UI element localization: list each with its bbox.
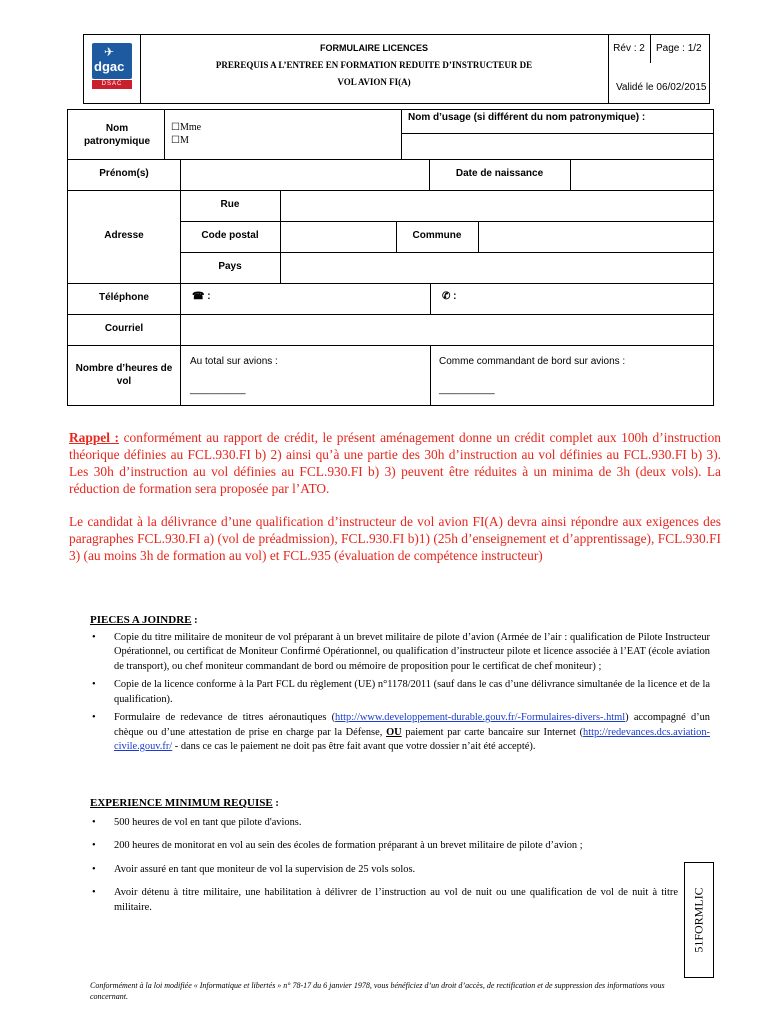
total-avions-blank[interactable]: __________ [190,384,246,395]
nom-usage-label: Nom d’usage (si différent du nom patronymique) : [408,112,646,123]
side-code: 51FORMLIC [691,887,706,953]
plane-icon: ✈ [104,45,115,59]
rappel-paragraph [69,429,721,497]
commandant-label: Comme commandant de bord sur avions : [439,356,626,367]
courriel-label: Courriel [104,323,144,334]
experience-section: EXPERIENCE MINIMUM REQUISE : • 500 heures de vol en tant que pilote d'avions. • 200 heures de monitorat en vol au sein des écoles de formation préparant à un brevet militaire de pilote d’avion ; • Avoir assuré en tant que moniteur de vol la supervision de 25 vols solos. • Avoir détenu à titre militaire, une habilitation à délivrer de l’instruction au vol de nuit ou une qualification de vol de nuit à titre militaire. [90,796,678,915]
logo-subtext: DSAC [92,80,132,89]
validation-date: Validé le 06/02/2015 [616,82,707,93]
landline-field: ☎ : [192,291,211,302]
title-line3: VOL AVION FI(A) [337,77,411,87]
mobile-field: ✆ : [442,291,457,302]
identity-form [67,109,714,406]
telephone-label: Téléphone [98,292,149,303]
commandant-blank[interactable]: __________ [439,384,495,395]
heures-label: Nombre d’heures de vol [75,363,173,387]
adresse-label: Adresse [104,230,144,241]
commune-label: Commune [412,230,462,241]
experience-item: • 200 heures de monitorat en vol au sein des écoles de formation préparant à un brevet militaire de pilote d’avion ; [90,839,678,854]
pieces-section: PIECES A JOINDRE : • Copie du titre militaire de moniteur de vol préparant à un brevet militaire de pilote d’avion (Armée de l’air : qualification de Pilote Instructeur Opérationnel, ou certificat de Moniteur Confirmé Opérationnel, ou qualification d’instructeur pilote et licence associée à l’EAT (école aviation de transport), ou chef moniteur commandant de bord ou mémoire de proposition pour le certificat de chef moniteur) ; • Copie de la licence conforme à la Part FCL du règlement (UE) n°1178/2011 (sauf dans le cas d’une délivrance simultanée de la licence et de la qualification). • Formulaire de redevance de titres aéronautiques (http://www.developpement-durable.gouv.fr/-Formulaires-divers-.html) accompagné d’un chèque ou d’une attestation de prise en charge par la Défense, OU paiement par carte bancaire sur Internet (http://redevances.dcs.aviation-civile.gouv.fr/ - dans ce cas le paiement ne doit pas être fait avant que votre dossier n’ait été accepté). [90,613,710,755]
code-postal-label: Code postal [201,230,259,241]
experience-item: • Avoir assuré en tant que moniteur de vol la supervision de 25 vols solos. [90,863,678,878]
redevances-link[interactable]: http://redevances.dcs.aviation-civile.gouv.fr/ [114,726,710,752]
dgac-logo [92,43,132,79]
m-checkbox[interactable]: ☐ [171,135,180,146]
page-number: Page : 1/2 [656,43,702,54]
mme-checkbox[interactable]: ☐ [171,122,180,133]
form-header [83,34,710,104]
experience-item: • Avoir détenu à titre militaire, une habilitation à délivrer de l’instruction au vol de nuit ou une qualification de vol de nuit à titre militaire. [90,886,678,915]
title-cell [140,35,609,103]
phone-icon: ☎ [192,291,205,302]
m-label: M [179,135,189,146]
formulaire-link[interactable]: http://www.developpement-durable.gouv.fr/-Formulaires-divers-.html [335,712,626,723]
prenom-label: Prénom(s) [99,168,149,179]
title-line2: PREREQUIS A L’ENTREE EN FORMATION REDUITE D’INSTRUCTEUR DE [215,60,533,70]
pieces-item: • Copie du titre militaire de moniteur de vol préparant à un brevet militaire de pilote d’avion (Armée de l’air : qualification de Pilote Instructeur Opérationnel, ou certificat de Moniteur Confirmé Opérationnel, ou qualification d’instructeur pilote et licence associée à l’EAT (école aviation de transport), ou chef moniteur commandant de bord ou mémoire de proposition pour le certificat de chef moniteur) ; [90,631,710,675]
rappel-title: Rappel : [69,430,119,445]
candidat-paragraph: Le candidat à la délivrance d’une qualification d’instructeur de vol avion FI(A) devra ainsi répondre aux exigences des paragraphes FCL.930.FI a) (vol de préadmission), FCL.930.FI b)1) (25h d’enseignement et d’apprentissage), FCL.930.FI 3) (au moins 3h de formation au vol) et FCL.935 (évaluation de compétence instructeur) [69,514,721,563]
logo-text: dgac [94,59,125,74]
nom-label: Nom patronymique [83,123,151,147]
experience-title: EXPERIENCE MINIMUM REQUISE [90,797,273,809]
civility-mme[interactable] [171,122,201,133]
rappel-text: conformément au rapport de crédit, le présent aménagement donne un crédit complet aux 100h d’instruction théorique définies au FCL.930.FI b) 2) ainsi qu’à une partie des 30h d’instruction au vol définies au FCL.930.FI b) 3). Les 30h d’instruction au vol définies au FCL.930.FI b) 3) peuvent être réduites à un minima de 3h (deux vols). La réduction de formation sera proposée par l’ATO. [69,430,721,496]
civility-m[interactable] [171,135,189,146]
revision: Rév : 2 [608,35,651,63]
mobile-icon: ✆ [442,291,451,302]
pays-label: Pays [218,261,242,272]
pieces-item: • Copie de la licence conforme à la Part FCL du règlement (UE) n°1178/2011 (sauf dans le cas d’une délivrance simultanée de la licence et de la qualification). [90,678,710,707]
side-code-box [684,862,714,978]
rue-label: Rue [220,199,240,210]
pieces-item: • Formulaire de redevance de titres aéronautiques (http://www.developpement-durable.gouv.fr/-Formulaires-divers-.html) accompagné d’un chèque ou d’une attestation de prise en charge par la Défense, OU paiement par carte bancaire sur Internet (http://redevances.dcs.aviation-civile.gouv.fr/ - dans ce cas le paiement ne doit pas être fait avant que votre dossier n’ait été accepté). [90,711,710,755]
date-naissance-label: Date de naissance [455,168,544,179]
title-line1: FORMULAIRE LICENCES [320,43,428,53]
logo-cell [84,35,141,103]
mme-label: Mme [179,122,202,133]
total-avions-label: Au total sur avions : [190,356,278,367]
experience-item: • 500 heures de vol en tant que pilote d'avions. [90,816,678,831]
legal-footer: Conformément à la loi modifiée « Informatique et libertés » n° 78-17 du 6 janvier 1978, vous bénéficiez d’un droit d’accès, de rectification et de suppression des informations vous concernant. [90,981,665,1001]
pieces-title: PIECES A JOINDRE [90,614,192,626]
